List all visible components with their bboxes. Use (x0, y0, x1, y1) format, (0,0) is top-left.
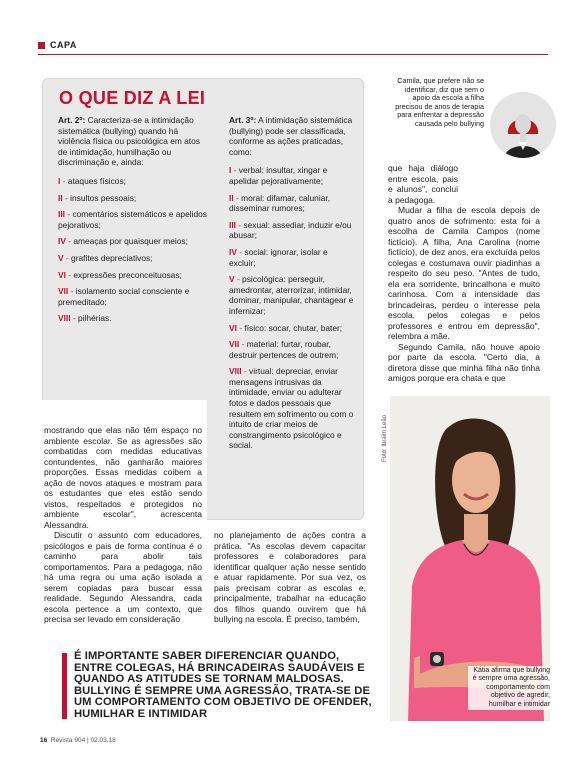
law-item: II - insultos pessoais; (58, 192, 137, 203)
body-col1-top (44, 425, 202, 530)
law-item-number: VIII (229, 366, 242, 377)
law-item: VI - físico: socar, chutar, bater; (229, 322, 343, 333)
header-rule (38, 54, 548, 55)
pull-quote (62, 651, 380, 721)
section-label: CAPA (50, 40, 77, 50)
law-item-number: III (58, 209, 65, 220)
law-item-number: IV (229, 246, 237, 257)
law-item-number: VII (58, 286, 69, 297)
body-col1-bottom (44, 530, 202, 625)
law-item-number: VII (229, 339, 240, 350)
law-item-text: psicológica: perseguir, amedrontar, aterrorizar, intimidar, dominar, manipular, chantagear e infernizar; (229, 274, 354, 316)
law-item-number: VIII (58, 313, 71, 324)
law-item-text: material: furtar, roubar, destruir pertences de outrem; (229, 339, 339, 360)
camila-caption: Camila, que prefere não se identificar, diz que sem o apoio da escola a filha precisou de anos de terapia para enfrentar a depressão causada pelo bullying (395, 76, 484, 128)
art2-text: Caracteriza-se a intimidação sistemática (bullying) quando há violência física ou psicológica em atos de intimidação, humilhação ou discriminação e, ainda: (58, 115, 200, 168)
law-item-text: virtual: depreciar, enviar mensagens intrusivas da intimidade, enviar ou adulterar fotos e dados pessoais que resultem em sofrimento ou com o intuito de criar meios de constrangimento psicológico e social. (229, 366, 354, 451)
law-item: VII - isolamento social consciente e premeditado; (58, 286, 190, 307)
law-item: I - verbal: insultar, xingar e apelidar pejorativamente; (229, 165, 328, 186)
pull-quote-text: É IMPORTANTE SABER DIFERENCIAR QUANDO, ENTRE COLEGAS, HÁ BRINCADEIRAS SAUDÁVEIS E QUANDO AS ATITUDES SE TORNAM MALDOSAS. BULLYING É SEMPRE UMA AGRESSÃO, TRATA-SE DE UM COMPORTAMENTO COM OBJETIVO DE OFENDER, HUMILHAR E INTIMIDAR (74, 650, 372, 720)
magazine-name: Revista 904 (50, 737, 86, 744)
law-item: VIII - virtual: depreciar, enviar mensagens intrusivas da intimidade, enviar ou adulterar fotos e dados pessoais que resultem em sofrimento ou com o intuito de criar meios de constrangimento psicológico e social. (229, 366, 354, 451)
body-paragraph: Segundo Camila, não houve apoio por parte da escola. "Certo dia, a diretora disse que minha filha não tinha amigos porque era chata e que (388, 341, 540, 383)
law-item-text: comentários sistemáticos e apelidos pejorativos; (58, 209, 207, 230)
law-item: IV - social: ignorar, isolar e excluir; (229, 246, 328, 268)
body-paragraph: Discutir o assunto com educadores, psicólogos e pais de forma contínua é o caminho para abolir tais comportamentos. Para a pedagoga, não há uma regra ou uma ação isolada a serem copiadas para buscar essa realidade. Segundo Alessandra, cada escola pertence a um contexto, que precisa ser levado em consideração (44, 530, 202, 624)
body-col3 (388, 163, 540, 384)
art2-heading: Art. 2º: (58, 115, 86, 125)
law-item-text: insultos pessoais; (70, 192, 137, 203)
law-item-text: físico: socar, chutar, bater; (244, 322, 343, 333)
law-item-text: grafites depreciativos; (71, 252, 153, 263)
law-item-number: V (58, 252, 64, 263)
law-item-text: ameaças por quaisquer meios; (73, 236, 188, 247)
law-box-title: O QUE DIZ A LEI (59, 88, 206, 108)
law-item: VIII - pilhérias. (58, 313, 112, 324)
section-marker (38, 42, 45, 49)
art3-items (229, 165, 354, 451)
section-tag (38, 40, 77, 50)
law-item: IV - ameaças por quaisquer meios; (58, 236, 188, 247)
photo-credit: Foto: Ibraim Leão (382, 414, 388, 462)
law-item-text: social: ignorar, isolar e excluir; (229, 246, 328, 268)
law-item: VII - material: furtar, roubar, destruir pertences de outrem; (229, 339, 339, 360)
law-item-number: VI (58, 269, 66, 280)
law-item-text: ataques físicos; (67, 175, 126, 186)
law-item-number: I (58, 175, 61, 186)
woman-silhouette-icon (490, 92, 556, 158)
law-item-text: sexual: assediar, induzir e/ou abusar; (229, 219, 352, 241)
katia-caption: Kátia afirma que bullying é sempre uma agressão, comportamento com objetivo de agredir, humilhar e intimidar (468, 666, 552, 710)
law-item-text: moral: difamar, caluniar, disseminar rumores; (229, 192, 331, 214)
law-item-text: expressões preconceituosas; (73, 269, 182, 280)
law-item-number: V (229, 274, 235, 285)
law-art3 (229, 115, 354, 457)
law-item: VI - expressões preconceituosas; (58, 269, 182, 280)
law-item-number: III (229, 219, 236, 230)
body-paragraph: Mudar a filha de escola depois de quatro anos de sofrimento: esta foi a escolha de Camila Campos (nome fictício). A filha, Ana Carolina (nome fictício), de dez anos, era excluída pelos colegas e costumava ouvir piadinhas a respeito do seu peso. "Antes de tudo, ela era sorridente, brincalhona e muito carinhosa. Com a intensidade das brincadeiras, perdeu o interesse pela escola, pelos colegas e pelos professores e entrou em depressão", relembra a mãe. (388, 205, 540, 341)
law-item: III - comentários sistemáticos e apelidos pejorativos; (58, 209, 207, 230)
law-item: III - sexual: assediar, induzir e/ou abusar; (229, 219, 352, 241)
law-item-number: I (229, 165, 232, 176)
law-item: I - ataques físicos; (58, 175, 126, 186)
page-footer: 16 Revista 904 | 02.03.18 (40, 737, 116, 744)
art2-items (58, 176, 208, 324)
body-paragraph: mostrando que elas não têm espaço no ambiente escolar. Se as agressões são combatidas com medidas educativas contundentes, não ganharão maiores proporções. Essas medidas coibem a ação de novos ataques e mostram para os estudantes que eles estão sendo vistos, respeitados e protegidos no ambiente escolar", acrescenta Alessandra. (44, 425, 202, 530)
art3-heading: Art. 3º: (229, 115, 257, 125)
law-item-number: II (58, 192, 63, 203)
law-item-number: VI (229, 322, 237, 333)
body-col2 (214, 530, 366, 625)
law-item: V - grafites depreciativos; (58, 252, 153, 263)
issue-date: 02.03.18 (90, 737, 116, 744)
pull-quote-bar (62, 653, 67, 719)
law-item-number: IV (58, 236, 66, 247)
page-number: 16 (40, 737, 48, 744)
law-item-text: verbal: insultar, xingar e apelidar pejorativamente; (229, 165, 328, 186)
law-item: V - psicológica: perseguir, amedrontar, aterrorizar, intimidar, dominar, manipular, chantagear e infernizar; (229, 274, 354, 316)
law-item: II - moral: difamar, caluniar, disseminar rumores; (229, 192, 331, 214)
law-item-text: pilhérias. (78, 313, 112, 324)
law-art2 (58, 115, 208, 330)
art3-text: A intimidação sistemática (bullying) pode ser classificada, conforme as ações praticadas, como: (229, 115, 353, 157)
law-item-number: II (229, 192, 234, 203)
law-item-text: isolamento social consciente e premeditado; (58, 286, 190, 307)
body-paragraph: que haja diálogo entre escola, pais e alunos", conclui a pedagoga. (388, 163, 458, 205)
body-paragraph: no planejamento de ações contra a prática. "As escolas devem capacitar professores e colaboradores para identificar qualquer ação nesse sentido e atuar rapidamente. Por sua vez, os pais precisam cobrar as escolas e, principalmente, trabalhar na educação dos filhos quando ouvirem que há bullying na escola. É preciso, também, (214, 530, 366, 624)
